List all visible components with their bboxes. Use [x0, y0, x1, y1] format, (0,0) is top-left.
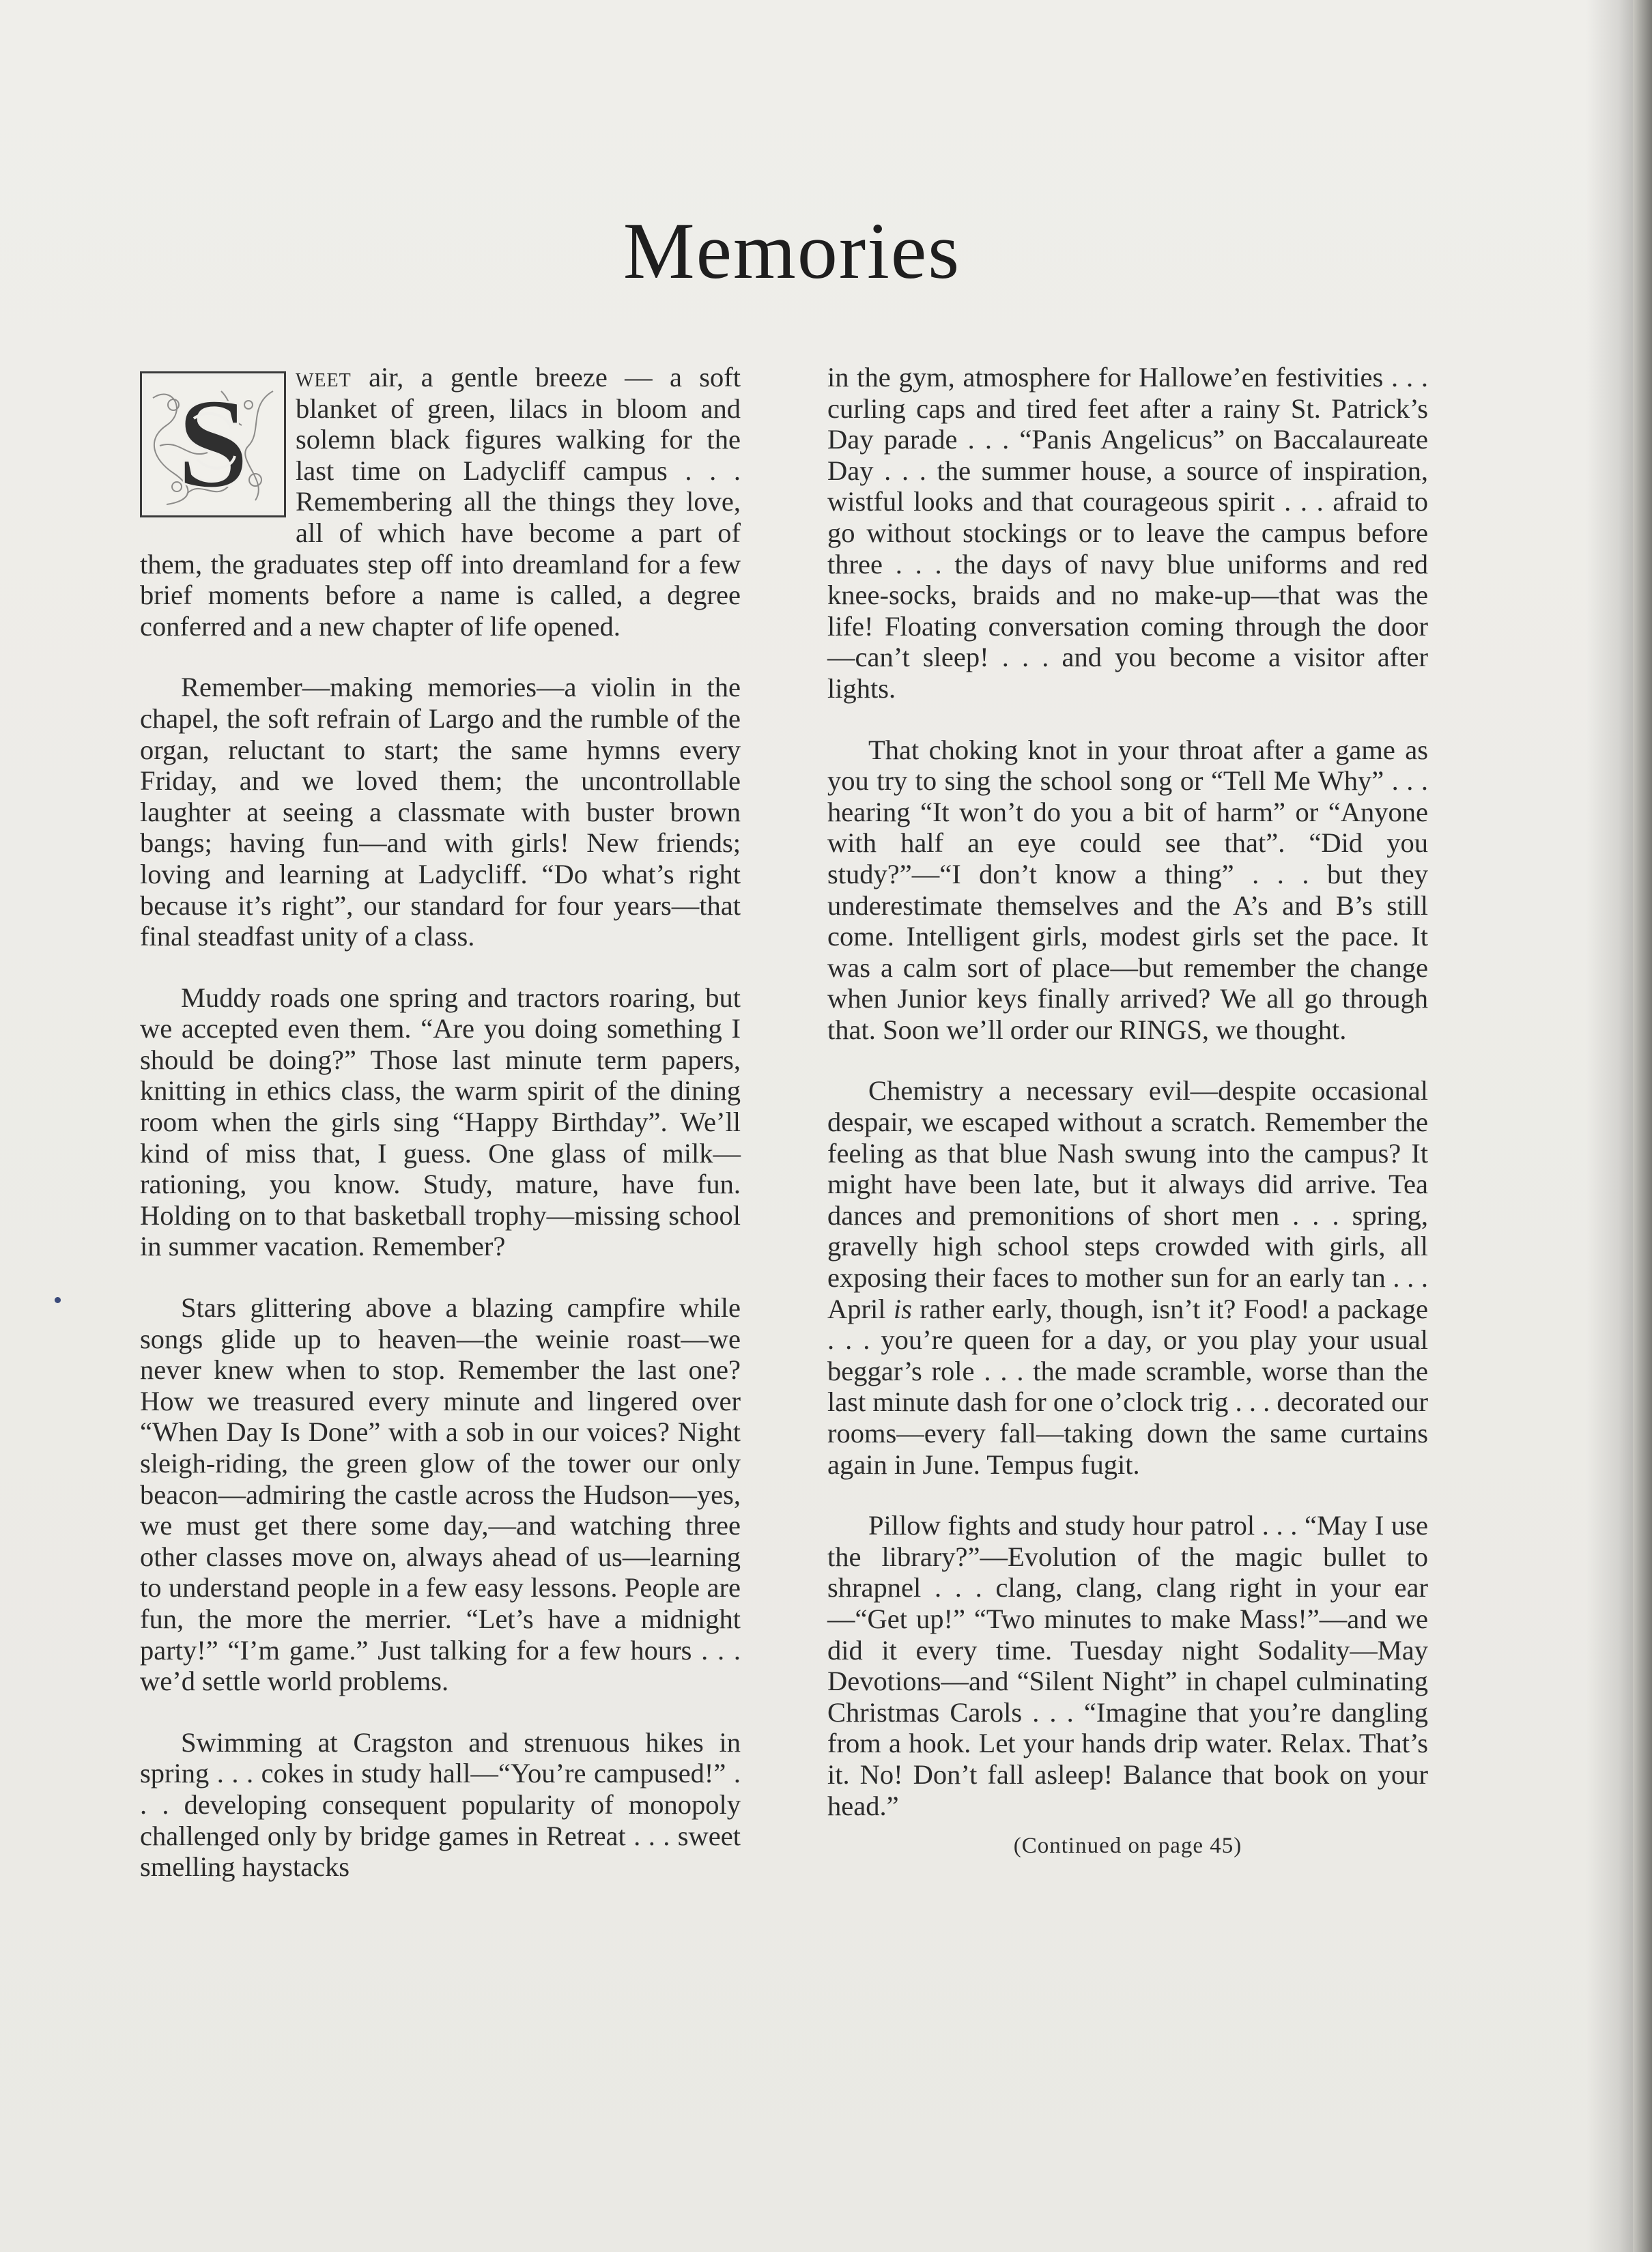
paragraph-7: That choking knot in your throat after a game as you try to sing the school song or “Tell Me Why” . . . hearing “It won’t do you a bit of harm” or “Anyone with half an eye could see that”. “Did you study?”—“I don’t know a thing” . . . but they underestimate themselves and the A’s and B’s still come. Intelligent girls, modest girls set the pace. It was a calm sort of place—but remember the change when Junior keys finally arrived? We all go through that. Soon we’ll order our RINGS, we thought. [827, 734, 1428, 1045]
svg-text:S: S [177, 377, 249, 511]
paragraph-5: Swimming at Cragston and strenuous hikes in spring . . . cokes in study hall—“You’re campused!” . . . developing consequent popularity of monopoly challenged only by bridge games in Retreat . . . sweet smelling haystacks [140, 1726, 741, 1883]
paragraph-8-text-a: Chemistry a necessary evil—despite occasional despair, we escaped without a scratch. Remember the feeling as that blue Nash swung into the campus? It might have been late, but it always did arrive. Tea dances and premonitions of short men . . . spring, gravelly high school steps crowded with girls, all exposing their faces to mother sun for an early tan . . . April [827, 1075, 1428, 1324]
paragraph-8 [827, 1075, 1428, 1480]
left-column [140, 362, 741, 1913]
paragraph-9: Pillow fights and study hour patrol . . . “May I use the library?”—Evolution of the magic bullet to shrapnel . . . clang, clang, clang right in your ear—“Get up!” “Two minutes to make Mass!”—and we did it every time. Tuesday night Sodality—May Devotions—and “Silent Night” in chapel culminating Christmas Carols . . . “Imagine that you’re dangling from a hook. Let your hands drip water. Relax. That’s it. No! Don’t fall asleep! Balance that book on your head.” [827, 1510, 1428, 1821]
ornament-icon [146, 377, 280, 511]
paragraph-6: in the gym, atmosphere for Hallowe’en festivities . . . curling caps and tired feet after a rainy St. Patrick’s Day parade . . . “Panis Angelicus” on Baccalaureate Day . . . the summer house, a source of inspiration, wistful looks and that courageous spirit . . . afraid to go without stockings or to leave the campus before three . . . the days of navy blue uniforms and red knee-socks, braids and no make-up—that was the life! Floating conversation coming through the door—can’t sleep! . . . and you become a visitor after lights. [827, 362, 1428, 704]
ink-dot [55, 1297, 61, 1303]
paragraph-3: Muddy roads one spring and tractors roaring, but we accepted even them. “Are you doing something I should be doing?” Those last minute term papers, knitting in ethics class, the warm spirit of the dining room when the girls sing “Happy Birthday”. We’ll kind of miss that, I guess. One glass of milk—rationing, you know. Study, mature, have fun. Holding on to that basketball trophy—missing school in summer vacation. Remember? [140, 982, 741, 1262]
lead-in-text: weet [296, 362, 352, 393]
paragraph-1 [140, 362, 741, 642]
continued-note: (Continued on page 45) [1013, 1834, 1242, 1859]
paragraph-1-text: air, a gentle breeze — a soft blanket of green, lilacs in bloom and solemn black figures walking for the last time on Ladycliff campus . . . Remembering all the things they love, all of which have become a part of them, the graduates step off into dreamland for a few brief moments before a name is called, a degree conferred and a new chapter of life opened. [140, 362, 741, 642]
right-column [827, 362, 1428, 1862]
illuminated-dropcap-s [140, 371, 286, 517]
paragraph-2: Remember—making memories—a violin in the chapel, the soft refrain of Largo and the rumble of the organ, reluctant to start; the same hymns every Friday, and we loved them; the uncontrollable laughter at seeing a classmate with buster brown bangs; having fun—and with girls! New friends; loving and learning at Ladycliff. “Do what’s right because it’s right”, our standard for four years—that final steadfast unity of a class. [140, 672, 741, 952]
emphasis-is: is [893, 1293, 912, 1324]
page-title: Memories [623, 206, 961, 296]
paragraph-4: Stars glittering above a blazing campfire while songs glide up to heaven—the weinie roast—we never knew when to stop. Remember the last one? How we treasured every minute and lingered over “When Day Is Done” with a sob in our voices? Night sleigh-riding, the green glow of the tower our only beacon—admiring the castle across the Hudson—yes, we must get there some day,—and watching three other classes move on, always ahead of us—learning to understand people in a few easy lessons. People are fun, the more the merrier. “Let’s have a midnight party!” “I’m game.” Just talking for a few hours . . . we’d settle world problems. [140, 1292, 741, 1697]
paragraph-8-text-b: rather early, though, isn’t it? Food! a package . . . you’re queen for a day, or you play your usual beggar’s role . . . the made scramble, worse than the last minute dash for one o’clock trig . . . decorated our rooms—every fall—taking down the same curtains again in June. Tempus fugit. [827, 1293, 1428, 1480]
page-edge-shadow [1633, 0, 1652, 2252]
